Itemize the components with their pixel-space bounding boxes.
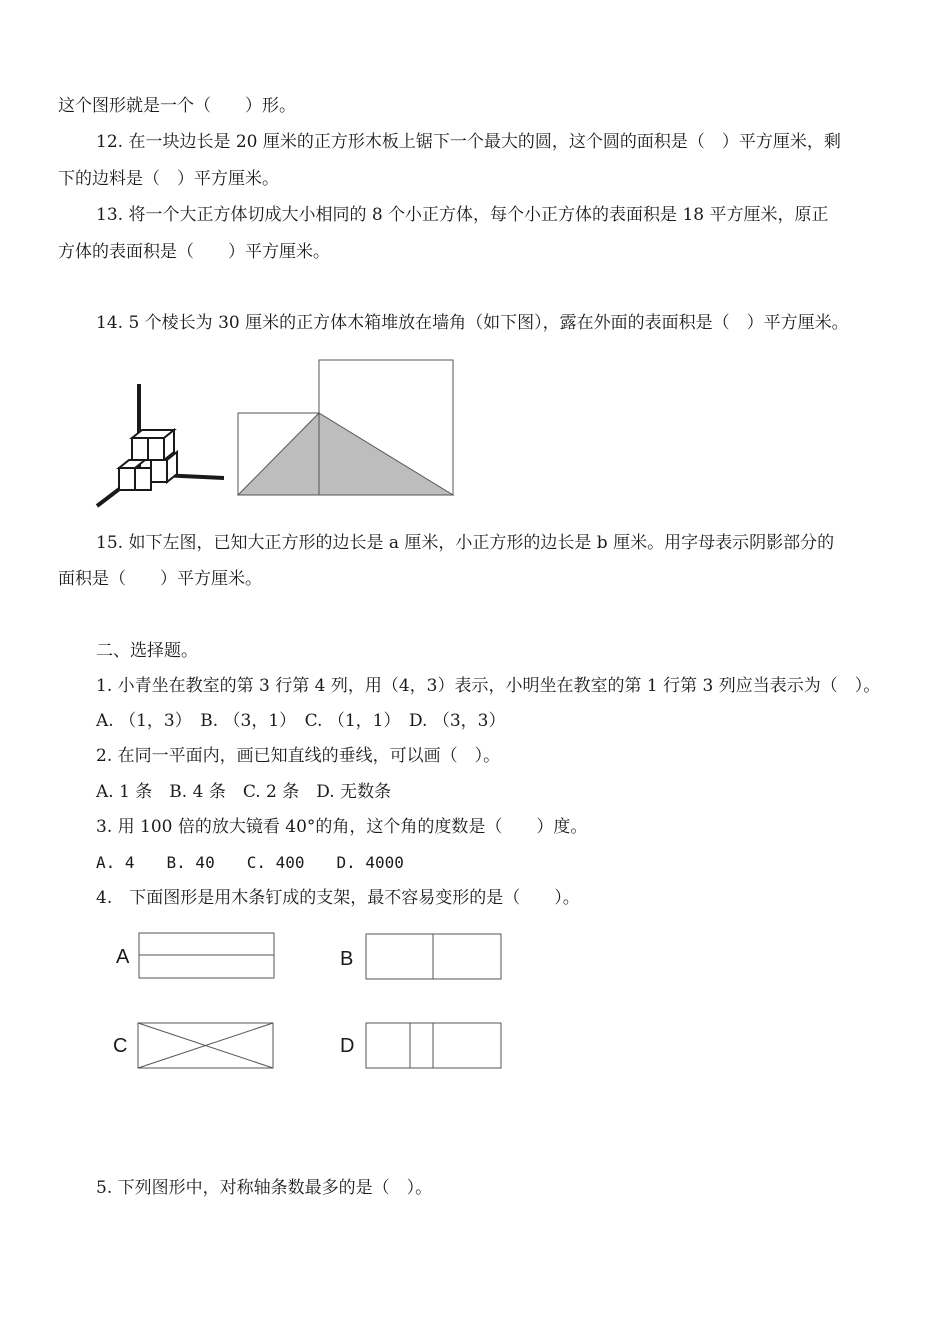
choice-q4: 4. 下面图形是用木条钉成的支架，最不容易变形的是（ ）。 xyxy=(96,888,580,908)
squares-shaded-triangle-figure xyxy=(237,359,455,497)
q14-text: 14. 5 个棱长为 30 厘米的正方体木箱堆放在墙角（如下图），露在外面的表面积是（ ）平方厘米。 xyxy=(96,313,849,333)
option-a-label: A xyxy=(116,946,130,968)
q12-line2: 下的边料是（ ）平方厘米。 xyxy=(58,169,279,189)
option-b-label: B xyxy=(340,948,354,970)
q15-line2: 面积是（ ）平方厘米。 xyxy=(58,569,262,589)
q13-line2: 方体的表面积是（ ）平方厘米。 xyxy=(58,242,330,262)
choice-q2: 2. 在同一平面内，画已知直线的垂线，可以画（ ）。 xyxy=(96,746,501,766)
option-d-label: D xyxy=(340,1035,355,1057)
frame-b-figure xyxy=(365,933,503,981)
option-c-label: C xyxy=(113,1035,128,1057)
section2-heading: 二、选择题。 xyxy=(96,641,198,661)
cube-pile xyxy=(119,430,177,490)
q12-line1: 12. 在一块边长是 20 厘米的正方形木板上锯下一个最大的圆，这个圆的面积是（ ）平方厘米，剩 xyxy=(96,132,841,152)
frame-a-figure xyxy=(138,932,276,980)
stacked-cubes-figure xyxy=(94,382,229,512)
frame-c-figure xyxy=(137,1022,275,1070)
q13-line1: 13. 将一个大正方体切成大小相同的 8 个小正方体，每个小正方体的表面积是 18 平方厘米，原正 xyxy=(96,205,829,225)
choice-q1-options: A. （1，3） B. （3，1） C. （1，1） D. （3，3） xyxy=(96,711,506,731)
choice-q3-options: A. 4 B. 40 C. 400 D. 4000 xyxy=(96,853,404,872)
choice-q5: 5. 下列图形中，对称轴条数最多的是（ ）。 xyxy=(96,1178,433,1198)
choice-q2-options: A. 1 条 B. 4 条 C. 2 条 D. 无数条 xyxy=(96,782,392,802)
choice-q3: 3. 用 100 倍的放大镜看 40°的角，这个角的度数是（ ）度。 xyxy=(96,817,588,837)
frame-d-figure xyxy=(365,1022,503,1070)
choice-q1: 1. 小青坐在教室的第 3 行第 4 列，用（4，3）表示，小明坐在教室的第 1 行第 3 列应当表示为（ ）。 xyxy=(96,676,881,696)
shaded-triangle xyxy=(238,413,453,495)
q15-line1: 15. 如下左图，已知大正方形的边长是 a 厘米，小正方形的边长是 b 厘米。用字母表示阴影部分的 xyxy=(96,533,835,553)
q11-tail: 这个图形就是一个（ ）形。 xyxy=(58,96,296,116)
